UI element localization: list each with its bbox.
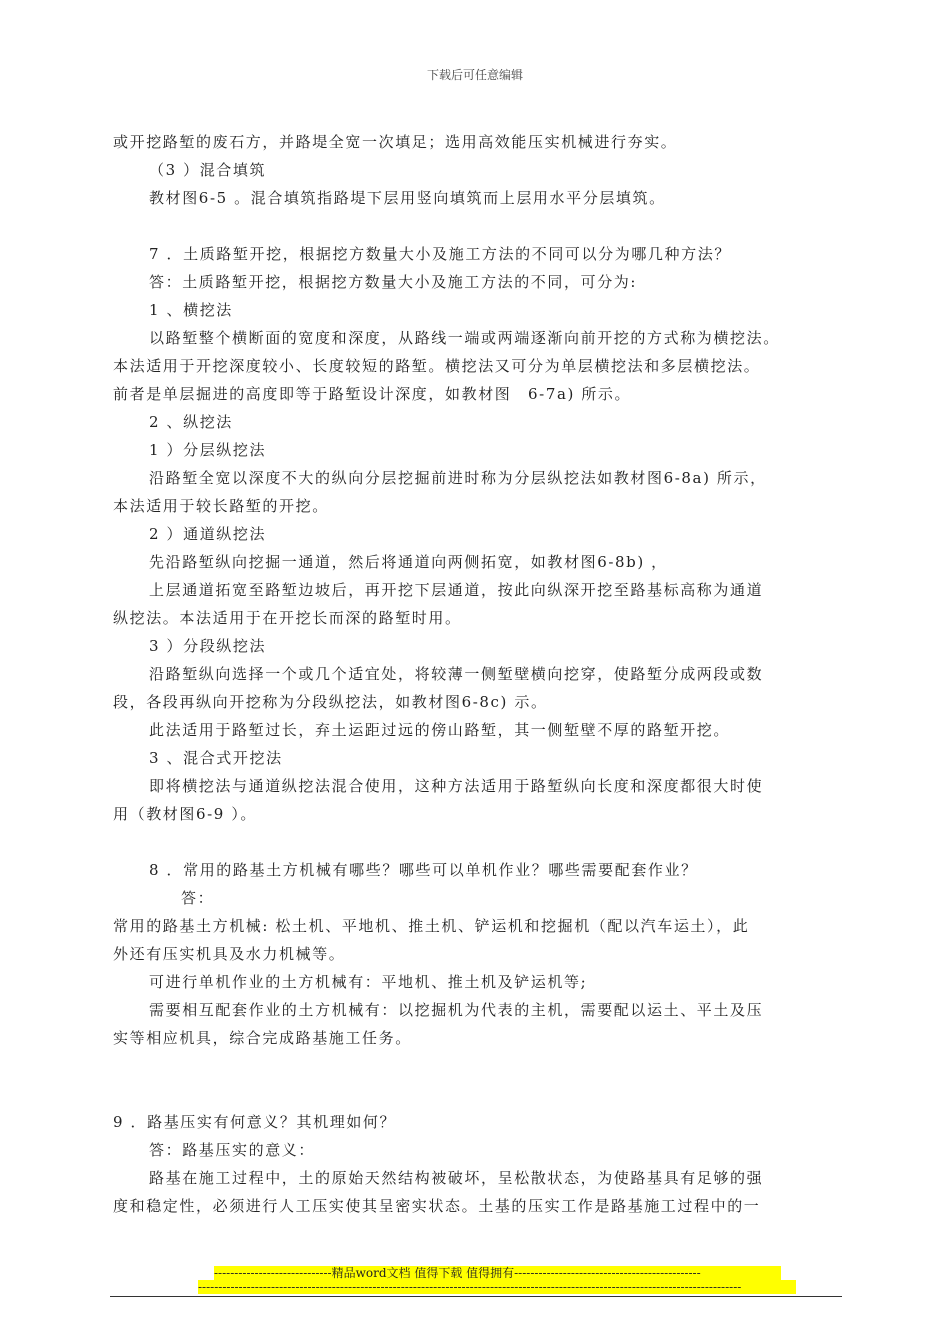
- paragraph-line: 本法适用于较长路堑的开挖。: [113, 497, 329, 515]
- subsection-heading: 1 ）分层纵挖法: [149, 441, 267, 459]
- paragraph-line: 可进行单机作业的土方机械有：平地机、推土机及铲运机等;: [149, 973, 588, 991]
- paragraph-line: 此法适用于路堑过长，弃土运距过远的傍山路堑，其一侧堑壁不厚的路堑开挖。: [149, 721, 731, 739]
- question-8: 8 ．常用的路基土方机械有哪些？哪些可以单机作业？哪些需要配套作业？: [149, 861, 698, 879]
- paragraph-line: 先沿路堑纵向挖掘一通道，然后将通道向两侧拓宽，如教材图6-8b) ，: [149, 553, 668, 571]
- page-header: 下载后可任意编辑: [426, 68, 523, 82]
- paragraph-line: 实等相应机具，综合完成路基施工任务。: [113, 1029, 412, 1047]
- answer-line: 答：路基压实的意义：: [149, 1141, 316, 1159]
- paragraph-line: 用（教材图6-9 ）。: [113, 805, 258, 823]
- paragraph-line: 沿路堑纵向选择一个或几个适宜处，将较薄一侧堑壁横向挖穿，使路堑分成两段或数: [149, 665, 764, 683]
- blank-line: [113, 1052, 837, 1108]
- paragraph-line: 常用的路基土方机械: 松土机、平地机、推土机、铲运机和挖掘机（配以汽车运土），此: [113, 917, 750, 935]
- document-body: [113, 128, 837, 1220]
- footer-banner: -----------------------------精品word文档 值得下载 值得拥有----------------------------------------------: [214, 1266, 781, 1280]
- paragraph-line: （3 ）混合填筑: [149, 161, 267, 179]
- footer-rule: [110, 1296, 842, 1297]
- blank-line: [113, 828, 837, 856]
- section-heading: 2 、纵挖法: [149, 413, 233, 431]
- section-heading: 1 、横挖法: [149, 301, 233, 319]
- subsection-heading: 3 ）分段纵挖法: [149, 637, 267, 655]
- paragraph-line: 前者是单层掘进的高度即等于路堑设计深度，如教材图 6-7a) 所示。: [113, 385, 632, 403]
- paragraph-line: 度和稳定性，必须进行人工压实使其呈密实状态。土基的压实工作是路基施工过程中的一: [113, 1197, 761, 1215]
- paragraph-line: 外还有压实机具及水力机械等。: [113, 945, 346, 963]
- question-7: 7 ．土质路堑开挖，根据挖方数量大小及施工方法的不同可以分为哪几种方法？: [149, 245, 731, 263]
- paragraph-line: 上层通道拓宽至路堑边坡后，再开挖下层通道，按此向纵深开挖至路基标高称为通道: [149, 581, 764, 599]
- footer-dashes: --------------------------------------------------------------------------------------------------------------------------------------: [198, 1280, 796, 1294]
- paragraph-line: 或开挖路堑的废石方，并路堤全宽一次填足；选用高效能压实机械进行夯实。: [113, 133, 678, 151]
- question-9: 9 ．路基压实有何意义？其机理如何？: [113, 1113, 397, 1131]
- paragraph-line: 沿路堑全宽以深度不大的纵向分层挖掘前进时称为分层纵挖法如教材图6-8a) 所示，: [149, 469, 767, 487]
- paragraph-line: 段，各段再纵向开挖称为分段纵挖法，如教材图6-8c) 示。: [113, 693, 548, 711]
- paragraph-line: 以路堑整个横断面的宽度和深度，从路线一端或两端逐渐向前开挖的方式称为横挖法。: [149, 329, 780, 347]
- subsection-heading: 2 ）通道纵挖法: [149, 525, 267, 543]
- paragraph-line: 路基在施工过程中，土的原始天然结构被破坏，呈松散状态，为使路基具有足够的强: [149, 1169, 764, 1187]
- paragraph-line: 本法适用于开挖深度较小、长度较短的路堑。横挖法又可分为单层横挖法和多层横挖法。: [113, 357, 761, 375]
- paragraph-line: 教材图6-5 。混合填筑指路堤下层用竖向填筑而上层用水平分层填筑。: [149, 189, 666, 207]
- paragraph-line: 需要相互配套作业的土方机械有：以挖掘机为代表的主机，需要配以运土、平土及压: [149, 1001, 764, 1019]
- paragraph-line: 纵挖法。本法适用于在开挖长而深的路堑时用。: [113, 609, 462, 627]
- answer-line: 答：: [181, 889, 215, 907]
- blank-line: [113, 212, 837, 240]
- paragraph-line: 即将横挖法与通道纵挖法混合使用，这种方法适用于路堑纵向长度和深度都很大时使: [149, 777, 764, 795]
- section-heading: 3 、混合式开挖法: [149, 749, 283, 767]
- answer-line: 答：土质路堑开挖，根据挖方数量大小及施工方法的不同，可分为:: [149, 273, 638, 291]
